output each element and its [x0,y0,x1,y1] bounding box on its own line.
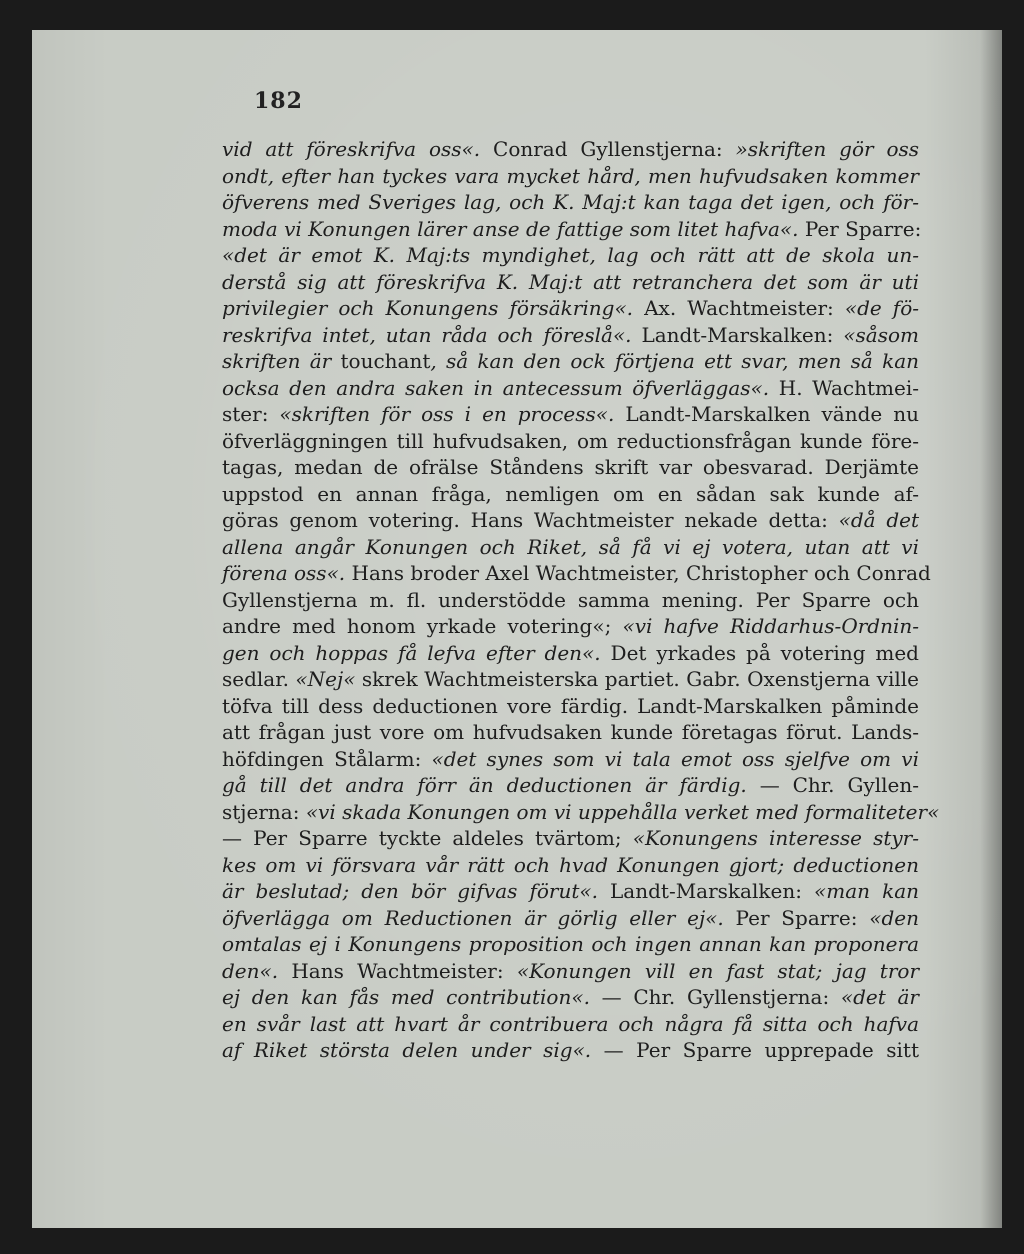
italic-text-segment: omtalas ej i Konungens proposition och ingen annan kan proponera [222,932,919,956]
page-edge-shadow [980,30,1002,1228]
body-text [222,136,940,1064]
italic-text-segment: «det är emot K. Maj:ts myndighet, lag och rätt att de skola un- [222,243,919,267]
text-line [222,454,919,481]
text-segment: H. Wachtmei- [769,375,919,400]
italic-text-segment: «det är [840,985,919,1009]
text-line [222,189,919,216]
italic-text-segment: «då det [838,508,919,532]
text-line [222,825,919,852]
italic-text-segment: «Konungen vill en fast stat; jag tror [516,958,920,983]
text-segment: Landt-Marskalken: [631,322,844,347]
italic-text-segment: «man kan [814,879,919,903]
italic-text-segment: «Konungens interesse styr- [632,826,919,850]
text-segment: att frågan just vore om hufvudsaken kunde företagas förut. Lands- [222,720,919,744]
text-line [222,852,919,879]
text-line [222,772,919,799]
text-line [222,746,919,773]
italic-text-segment: af Riket största delen under sig«. [222,1038,592,1062]
italic-text-segment: «Nej« [295,667,356,691]
text-segment: ster: [222,402,280,426]
text-segment: — Per Sparre tyckte aldeles tvärtom; [222,826,633,850]
text-line [222,613,919,640]
text-segment: — Per Sparre upprepade sitt [591,1038,919,1062]
italic-text-segment: «den [869,905,919,930]
italic-text-segment: «skriften för oss i en process«. [279,402,615,426]
text-line [222,295,919,322]
text-line [222,931,919,958]
text-segment: Hans Wachtmeister: [278,958,517,983]
italic-text-segment: vid att föreskrifva oss«. [222,137,481,161]
italic-text-segment: moda vi Konungen lärer anse de fattige som litet hafva«. [222,216,799,241]
text-line [222,216,922,243]
text-line [222,984,919,1011]
text-segment: Per Sparre: [798,216,922,241]
text-line [222,534,919,561]
text-segment: stjerna: [222,799,306,824]
text-line [222,666,919,693]
text-segment: touchant [340,349,431,373]
italic-text-segment: gen och hoppas få lefva efter den«. [222,640,601,665]
text-segment: Gyllenstjerna m. fl. understödde samma mening. Per Sparre och [222,587,919,612]
text-segment: töfva till dess deductionen vore färdig. Landt-Marskalken påminde [222,693,919,718]
text-line [222,1011,919,1038]
text-line [222,719,919,746]
text-line [222,136,919,163]
text-line [222,905,919,932]
text-line [222,242,919,269]
italic-text-segment: ocksa den andra saken in antecessum öfverläggas«. [222,375,770,400]
text-segment: — Chr. Gyllen- [746,773,919,797]
text-line [222,375,919,402]
italic-text-segment: skriften är [222,349,341,373]
text-segment: Conrad Gyllenstjerna: [480,137,736,161]
text-line [222,507,919,534]
italic-text-segment: kes om vi försvara vår rätt och hvad Konungen gjort; deductionen [222,852,919,877]
italic-text-segment: den«. [222,958,279,983]
italic-text-segment: reskrifva intet, utan råda och föreslå«. [222,322,632,347]
italic-text-segment: derstå sig att föreskrifva K. Maj:t att retranchera det som är uti [222,269,919,294]
text-line [222,799,940,826]
text-line [222,163,919,190]
text-line [222,958,919,985]
italic-text-segment: är beslutad; den bör gifvas förut«. [222,879,598,903]
italic-text-segment: «de fö- [844,296,919,320]
italic-text-segment: »skriften gör oss [735,137,920,161]
italic-text-segment: ondt, efter han tyckes vara mycket hård, men hufvudsaken kommer [222,163,919,188]
italic-text-segment: gå till det andra förr än deductionen är färdig. [222,773,747,797]
italic-text-segment: förena oss«. [222,561,346,585]
text-segment: uppstod en annan fråga, nemligen om en sådan sak kunde af- [222,481,919,506]
text-segment: tagas, medan de ofrälse Ståndens skrift var obesvarad. Derjämte [222,455,919,479]
italic-text-segment: öfverlägga om Reductionen är görlig eller ej«. [222,905,724,930]
text-line [222,269,919,296]
italic-text-segment: ej den kan fås med contribution«. [222,985,590,1009]
text-line [222,1037,919,1064]
italic-text-segment: «vi skada Konungen om vi uppehålla verket med formaliteter« [305,799,940,824]
page-number: 182 [254,88,303,114]
italic-text-segment: «såsom [843,322,919,347]
text-segment: göras genom votering. Hans Wachtmeister nekade detta: [222,508,839,532]
text-segment: skrek Wachtmeisterska partiet. Gabr. Oxenstjerna ville [355,667,919,691]
text-line [222,401,919,428]
text-segment: Landt-Marskalken: [597,879,815,903]
italic-text-segment: privilegier och Konungens försäkring«. [222,296,634,320]
text-segment: andre med honom yrkade votering«; [222,614,623,638]
text-line [222,587,919,614]
italic-text-segment: «vi hafve Riddarhus-Ordnin- [622,614,919,638]
text-line [222,348,919,375]
italic-text-segment: , så kan den ock förtjena ett svar, men så kan [430,349,919,373]
italic-text-segment: «det synes som vi tala emot oss sjelfve om vi [431,746,919,771]
text-line [222,481,919,508]
text-segment: Det yrkades på votering med [600,640,919,665]
text-segment: sedlar. [222,667,296,691]
text-line [222,878,919,905]
text-segment: Landt-Marskalken vände nu [614,402,919,426]
text-line [222,560,931,587]
italic-text-segment: öfverens med Sveriges lag, och K. Maj:t kan taga det igen, och för- [222,190,919,214]
italic-text-segment: allena angår Konungen och Riket, så få vi ej votera, utan att vi [222,534,919,559]
text-line [222,640,919,667]
text-segment: Per Sparre: [723,905,870,930]
text-segment: höfdingen Stålarm: [222,746,432,771]
italic-text-segment: en svår last att hvart år contribuera och några få sitta och hafva [222,1011,919,1036]
text-line [222,428,919,455]
text-segment: — Chr. Gyllenstjerna: [589,985,841,1009]
text-line [222,322,919,349]
text-segment: öfverläggningen till hufvudsaken, om reductionsfrågan kunde före- [222,428,919,453]
book-page [32,30,1002,1228]
text-line [222,693,919,720]
text-segment: Hans broder Axel Wachtmeister, Christopher och Conrad [345,561,931,585]
text-segment: Ax. Wachtmeister: [633,296,845,320]
